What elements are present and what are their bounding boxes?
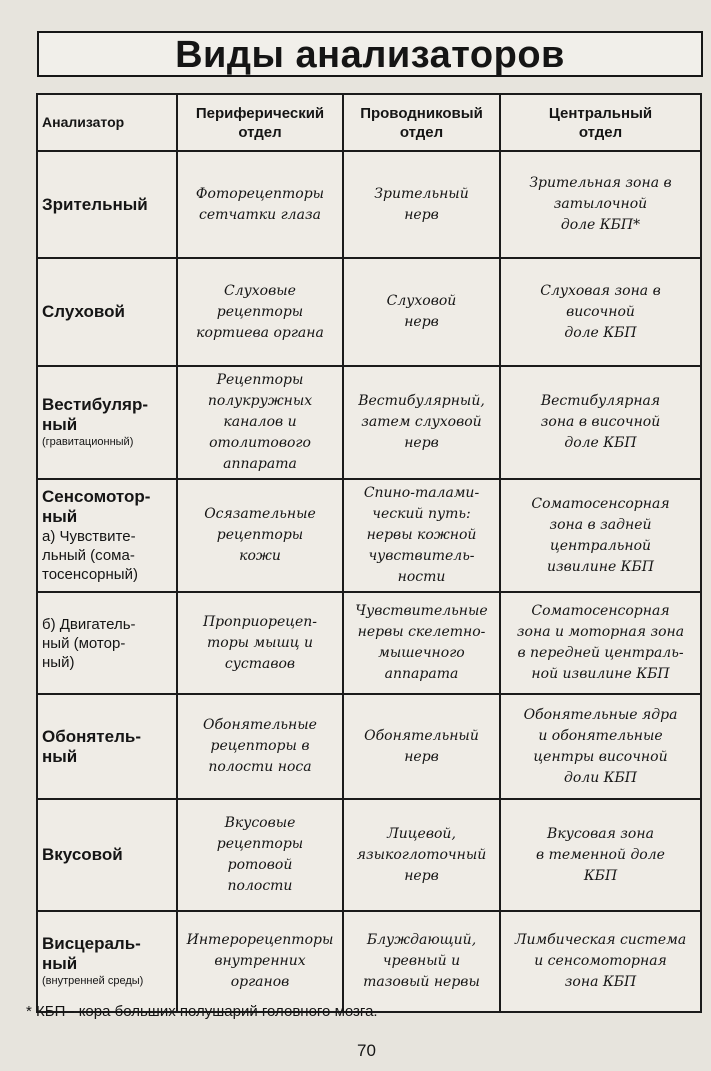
peripheral-cell: Осязательные рецепторы кожи: [177, 479, 343, 592]
analyzer-note: (внутренней среды): [42, 975, 144, 987]
analyzer-name: Обонятель- ный: [37, 694, 177, 799]
analyzer-name: Слуховой: [37, 258, 177, 366]
analyzer-name: б) Двигатель- ный (мотор- ный): [37, 592, 177, 694]
peripheral-cell: Проприорецеп- торы мышц и суставов: [177, 592, 343, 694]
header-analyzer: Анализатор: [37, 94, 177, 151]
table-row: [37, 479, 701, 592]
central-cell: Лимбическая система и сенсомоторная зона КБП: [500, 911, 701, 1012]
central-cell: Соматосенсорная зона и моторная зона в передней централь- ной извилине КБП: [500, 592, 701, 694]
central-cell: Зрительная зона в затылочной доле КБП*: [500, 151, 701, 258]
table-row: [37, 151, 701, 258]
peripheral-cell: Фоторецепторы сетчатки глаза: [177, 151, 343, 258]
peripheral-cell: Слуховые рецепторы кортиева органа: [177, 258, 343, 366]
analyzer-name: Сенсомотор- ный а) Чувствите- льный (сома- тосенсорный): [37, 479, 177, 592]
analyzers-table: [36, 93, 702, 1013]
central-cell: Слуховая зона в височной доле КБП: [500, 258, 701, 366]
analyzer-name: Вестибуляр- ный (гравитационный): [37, 366, 177, 479]
conductive-cell: Зрительный нерв: [343, 151, 500, 258]
page-number: 70: [357, 1041, 376, 1060]
central-cell: Вкусовая зона в теменной доле КБП: [500, 799, 701, 911]
peripheral-cell: Обонятельные рецепторы в полости носа: [177, 694, 343, 799]
analyzer-name: Зрительный: [37, 151, 177, 258]
analyzer-name: Вкусовой: [37, 799, 177, 911]
central-cell: Обонятельные ядра и обонятельные центры височной доли КБП: [500, 694, 701, 799]
conductive-cell: Чувствительные нервы скелетно- мышечного аппарата: [343, 592, 500, 694]
table-row: [37, 592, 701, 694]
peripheral-cell: Рецепторы полукружных каналов и отолитового аппарата: [177, 366, 343, 479]
analyzer-name: Висцераль- ный (внутренней среды): [37, 911, 177, 1012]
table-row: [37, 366, 701, 479]
peripheral-cell: Интерорецепторы внутренних органов: [177, 911, 343, 1012]
table-row: [37, 694, 701, 799]
conductive-cell: Слуховой нерв: [343, 258, 500, 366]
table-row: [37, 258, 701, 366]
page-title: Виды анализаторов: [175, 34, 565, 76]
header-central: Центральный отдел: [500, 94, 701, 151]
table-row: [37, 911, 701, 1012]
central-cell: Соматосенсорная зона в задней центральной извилине КБП: [500, 479, 701, 592]
header-peripheral: Периферический отдел: [177, 94, 343, 151]
footnote: * КБП - кора больших полушарий головного мозга.: [26, 1003, 378, 1020]
central-cell: Вестибулярная зона в височной доле КБП: [500, 366, 701, 479]
table-row: [37, 799, 701, 911]
header-conductive: Проводниковый отдел: [343, 94, 500, 151]
conductive-cell: Лицевой, языкоглоточный нерв: [343, 799, 500, 911]
conductive-cell: Блуждающий, чревный и тазовый нервы: [343, 911, 500, 1012]
title-box: [37, 31, 703, 77]
peripheral-cell: Вкусовые рецепторы ротовой полости: [177, 799, 343, 911]
analyzer-note: (гравитационный): [42, 436, 134, 448]
header-row: [37, 94, 701, 151]
conductive-cell: Спино-талами- ческий путь: нервы кожной чувствитель- ности: [343, 479, 500, 592]
conductive-cell: Вестибулярный, затем слуховой нерв: [343, 366, 500, 479]
conductive-cell: Обонятельный нерв: [343, 694, 500, 799]
